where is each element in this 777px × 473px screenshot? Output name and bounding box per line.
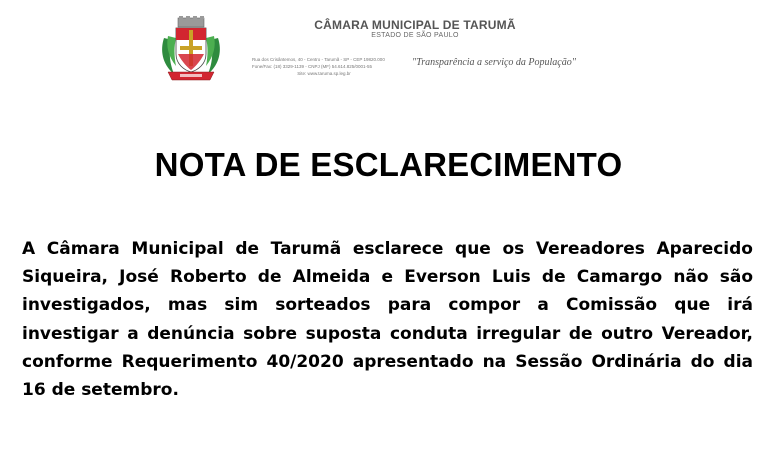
letterhead xyxy=(0,0,777,90)
contact-info xyxy=(252,56,402,77)
org-state: ESTADO DE SÃO PAULO xyxy=(371,32,459,39)
site-line: Site: www.taruma.sp.leg.br xyxy=(297,71,351,76)
document-title: NOTA DE ESCLARECIMENTO xyxy=(154,146,623,183)
address-line: Rua dos Crisântemos, 40 - Centro - Tarumã - SP - CEP 19820.000 xyxy=(252,57,385,62)
municipal-coat-of-arms-icon xyxy=(158,16,224,82)
slogan: "Transparência a serviço da População" xyxy=(412,57,576,68)
org-name: CÂMARA MUNICIPAL DE TARUMÃ xyxy=(314,18,516,32)
phone-line: Fone/Fax: (18) 3329-1139 - CNPJ (MF) 54.614.825/0001-55 xyxy=(252,64,372,69)
document-body: A Câmara Municipal de Tarumã esclarece que os Vereadores Aparecido Siqueira, José Roberto de Almeida e Everson Luis de Camargo não são investigados, mas sim sorteados para compor a Comissão que irá investigar a denúncia sobre suposta conduta irregular de outro Vereador, conforme Requerimento 40/2020 apresentado na Sessão Ordinária do dia 16 de setembro. xyxy=(22,239,753,401)
